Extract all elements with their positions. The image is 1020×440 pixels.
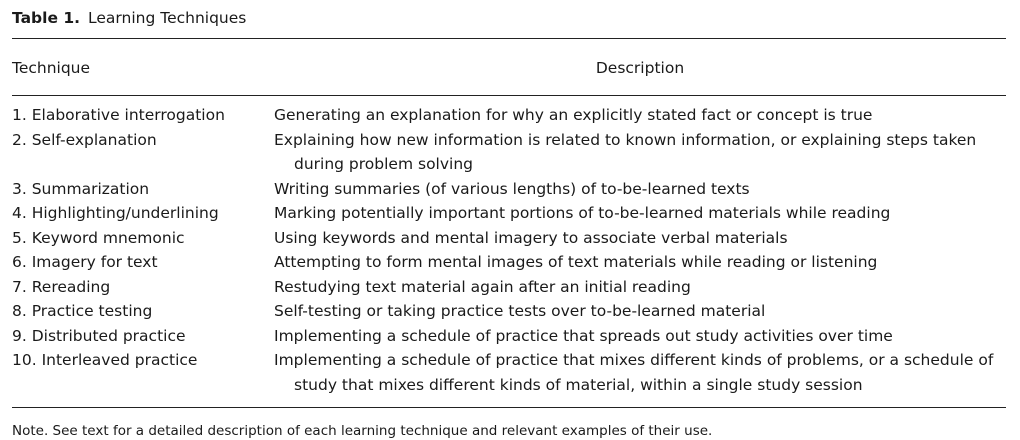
technique-cell: 9. Distributed practice	[12, 326, 186, 345]
technique-cell: 5. Keyword mnemonic	[12, 228, 185, 247]
technique-cell: 4. Highlighting/underlining	[12, 204, 219, 222]
technique-cell: 6. Imagery for text	[12, 253, 158, 271]
description-cell: Attempting to form mental images of text materials while reading or listening	[274, 253, 878, 271]
learning-techniques-table	[12, 8, 1006, 440]
technique-cell: 2. Self-explanation	[12, 130, 157, 149]
table-row	[12, 348, 1006, 397]
bottom-rule	[12, 407, 1006, 408]
table-note: Note. See text for a detailed description of each learning technique and relevant examples of their use.	[12, 423, 713, 439]
technique-cell: 3. Summarization	[12, 179, 150, 198]
table-row	[12, 299, 1006, 324]
description-cell: Explaining how new information is related to known information, or explaining steps taken during problem solving	[274, 130, 977, 173]
description-cell: Writing summaries (of various lengths) of to-be-learned texts	[274, 179, 750, 198]
table-row	[12, 226, 1006, 251]
technique-cell: 7. Rereading	[12, 277, 111, 296]
table-caption	[12, 8, 1006, 38]
table-row	[12, 177, 1006, 202]
table-body	[12, 96, 1006, 407]
description-cell: Generating an explanation for why an explicitly stated fact or concept is true	[274, 106, 873, 124]
table-header-row	[12, 39, 1006, 95]
description-cell: Marking potentially important portions of to-be-learned materials while reading	[274, 204, 891, 222]
table-row	[12, 201, 1006, 226]
description-cell: Self-testing or taking practice tests over to-be-learned material	[274, 302, 766, 320]
table-caption-title: Learning Techniques	[88, 9, 247, 27]
technique-cell: 1. Elaborative interrogation	[12, 106, 225, 124]
table-row	[12, 275, 1006, 300]
technique-cell: 10. Interleaved practice	[12, 351, 198, 369]
technique-cell: 8. Practice testing	[12, 302, 153, 320]
description-cell: Restudying text material again after an initial reading	[274, 277, 691, 296]
header-technique: Technique	[12, 59, 91, 77]
description-cell: Implementing a schedule of practice that mixes different kinds of problems, or a schedule of study that mixes different kinds of material, within a single study session	[274, 351, 994, 394]
table-row	[12, 128, 1006, 177]
table-row	[12, 103, 1006, 128]
description-cell: Implementing a schedule of practice that spreads out study activities over time	[274, 326, 893, 345]
table-caption-number: Table 1.	[12, 9, 81, 27]
table-row	[12, 324, 1006, 349]
table-row	[12, 250, 1006, 275]
header-description: Description	[595, 59, 685, 77]
description-cell: Using keywords and mental imagery to associate verbal materials	[274, 228, 788, 247]
